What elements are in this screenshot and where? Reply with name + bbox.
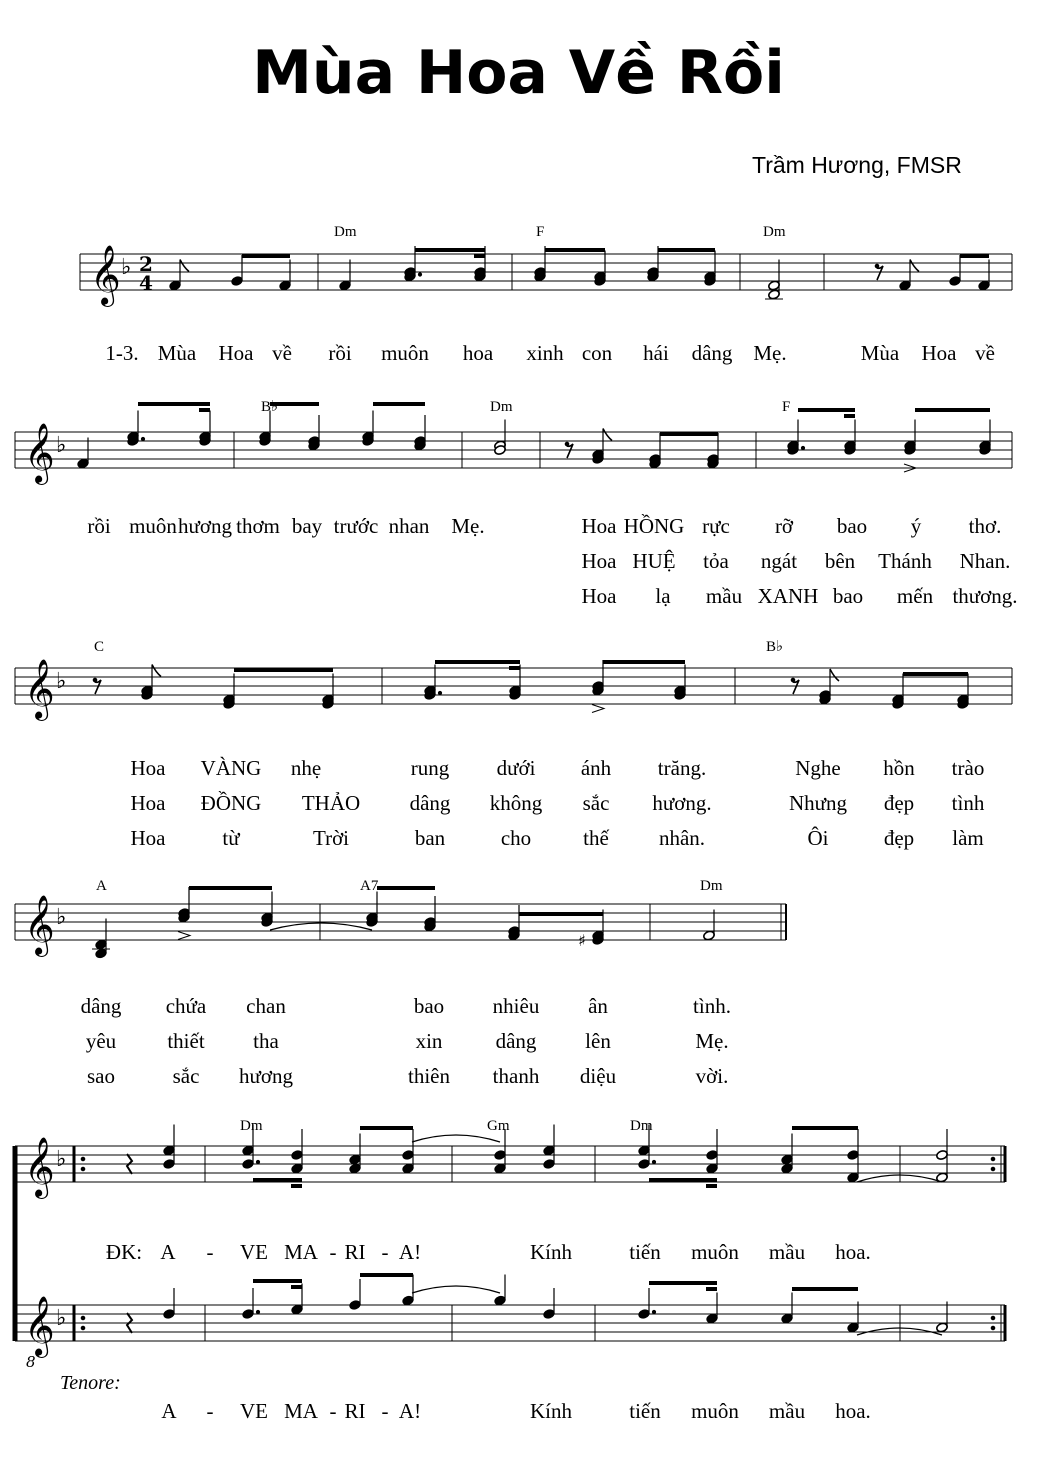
lyric-refrain: muôn	[691, 1240, 739, 1264]
chord-symbol: F	[782, 399, 791, 415]
key-flat: ♭	[121, 255, 132, 280]
lyric-tenor: RI	[344, 1399, 366, 1423]
dot	[652, 1160, 655, 1163]
lyric-verse-3: Trời	[312, 826, 350, 850]
repeat-dot	[991, 1316, 995, 1320]
song-title: Mùa Hoa Về Rồi	[252, 38, 785, 108]
lyric-tenor: Kính	[530, 1399, 572, 1423]
lyric-verse-1: bay	[291, 514, 323, 538]
key-flat: ♭	[56, 1147, 67, 1172]
lyric-tenor: mầu	[768, 1399, 806, 1423]
lyric-refrain: VE	[240, 1240, 268, 1264]
lyric-verse-3: thanh	[492, 1064, 540, 1088]
rest-dot	[565, 442, 569, 446]
lyric-tenor: muôn	[691, 1399, 739, 1423]
lyric-verse-1: ân	[588, 994, 608, 1018]
lyric-verse-2: không	[489, 791, 543, 815]
treble-clef: 𝄞	[24, 1296, 55, 1356]
repeat-dot	[81, 1167, 85, 1171]
lyric-verse-1: HỒNG	[623, 514, 685, 538]
lyric-verse-2: tình	[951, 791, 985, 815]
treble-clef: 𝄞	[24, 423, 55, 483]
lyric-verse-3: nhân.	[658, 826, 706, 850]
flag	[910, 260, 919, 272]
lyric-verse: 1-3.	[105, 341, 139, 365]
lyric-verse-2: đẹp	[883, 791, 915, 815]
lyric-verse-1: nhan	[388, 514, 430, 538]
lyric-verse: muôn	[381, 341, 429, 365]
key-flat: ♭	[56, 905, 67, 930]
lyric-verse-1: trăng.	[657, 756, 707, 780]
lyric-verse: Mùa	[860, 341, 900, 365]
chord-symbol: F	[536, 224, 545, 240]
lyric-tenor: A	[161, 1399, 177, 1423]
accent	[178, 932, 190, 940]
lyric-verse-3: ban	[414, 826, 446, 850]
lyric-verse-3: thương.	[952, 584, 1018, 608]
lyric-verse-1: nhẹ	[290, 756, 322, 780]
flag	[180, 260, 189, 272]
octave-clef-8: 8	[26, 1353, 36, 1371]
lyric-verse-2: yêu	[85, 1029, 117, 1053]
lyric-verse-3: XANH	[757, 584, 819, 608]
lyric-verse-2: Hoa	[581, 549, 617, 573]
treble-clef: 𝄞	[24, 895, 55, 955]
lyric-verse-2: xin	[415, 1029, 443, 1053]
lyric-verse-3: thiên	[408, 1064, 450, 1088]
accent	[592, 705, 604, 713]
lyric-verse-3: bao	[832, 584, 864, 608]
lyric-tenor: MA	[284, 1399, 318, 1423]
treble-clef: 𝄞	[90, 245, 121, 305]
lyric-refrain: A!	[398, 1240, 422, 1264]
dot	[256, 1160, 259, 1163]
lyric-verse-1: bao	[836, 514, 868, 538]
lyric-verse-1: Mẹ.	[451, 514, 485, 538]
lyric-verse: về	[975, 341, 995, 365]
tie	[412, 1286, 500, 1293]
lyric-tenor: tiến	[629, 1399, 661, 1423]
tenor-label: Tenore:	[60, 1372, 121, 1394]
treble-clef: 𝄞	[24, 1137, 55, 1197]
dot	[141, 437, 144, 440]
lyric-verse-2: tha	[253, 1029, 279, 1053]
lyric-refrain: Kính	[530, 1240, 572, 1264]
lyric-tenor: hoa.	[835, 1399, 871, 1423]
lyric-verse-2: bên	[824, 549, 856, 573]
lyric-verse-3: thế	[583, 826, 609, 850]
lyric-refrain: hoa.	[835, 1240, 871, 1264]
lyric-verse-3: sắc	[172, 1064, 200, 1088]
repeat-dot	[991, 1167, 995, 1171]
lyric-verse-1: thơm	[236, 514, 280, 538]
lyric-verse-1: Hoa	[581, 514, 617, 538]
treble-clef: 𝄞	[24, 659, 55, 719]
chord-symbol: B♭	[766, 639, 784, 655]
lyric-tenor: A!	[398, 1399, 422, 1423]
lyric-verse-1: tình.	[693, 994, 731, 1018]
lyric-verse-3: mầu	[705, 584, 743, 608]
repeat-dot	[81, 1316, 85, 1320]
tie	[412, 1135, 500, 1142]
lyric-verse-1: hồn	[883, 756, 915, 780]
dot	[652, 1310, 655, 1313]
lyric-refrain: MA	[284, 1240, 318, 1264]
chord-symbol: Dm	[763, 224, 786, 240]
flag	[830, 669, 839, 681]
lyric-verse-3: cho	[500, 826, 532, 850]
chord-symbol: Dm	[630, 1118, 653, 1134]
lyric-refrain: -	[329, 1240, 337, 1264]
lyric-verse-3: diệu	[579, 1064, 617, 1088]
lyric-verse-1: bao	[413, 994, 445, 1018]
lyric-verse-2: ĐỒNG	[200, 791, 262, 815]
lyric-verse: về	[272, 341, 292, 365]
lyric-verse-2: Mẹ.	[695, 1029, 729, 1053]
lyric-verse-1: rực	[702, 514, 730, 538]
lyric-verse-1: rung	[410, 756, 450, 780]
lyric-verse-2: dâng	[495, 1029, 537, 1053]
time-signature-top: 2	[139, 252, 153, 276]
lyric-verse: hái	[643, 341, 669, 365]
lyric-refrain: -	[206, 1240, 214, 1264]
lyric-verse-2: hương.	[652, 791, 712, 815]
sharp: ♯	[578, 931, 586, 950]
dot	[256, 1310, 259, 1313]
lyric-verse: con	[581, 341, 613, 365]
lyric-verse-3: lạ	[655, 584, 671, 608]
chord-symbol: A7	[360, 878, 379, 894]
lyric-verse-2: THẢO	[301, 791, 361, 815]
lyric-verse-2: lên	[585, 1029, 611, 1053]
repeat-dot	[991, 1326, 995, 1330]
lyric-verse-1: dâng	[80, 994, 122, 1018]
rest-dot	[93, 678, 97, 682]
lyric-verse-1: chứa	[165, 994, 207, 1018]
lyric-verse-1: trào	[951, 756, 985, 780]
lyric-verse-2: thiết	[167, 1029, 205, 1053]
lyric-verse-1: Nghe	[795, 756, 841, 780]
flag	[152, 665, 161, 677]
lyric-verse-1: chan	[246, 994, 286, 1018]
lyric-verse-3: từ	[222, 826, 240, 850]
lyric-verse-1: Hoa	[130, 756, 166, 780]
lyric-verse-2: Nhan.	[959, 549, 1011, 573]
composer: Trầm Hương, FMSR	[752, 152, 962, 178]
lyric-verse-1: rỡ	[774, 514, 794, 538]
chord-symbol: A	[96, 878, 107, 894]
lyric-verse-2: Nhưng	[788, 791, 848, 815]
lyric-refrain: RI	[344, 1240, 366, 1264]
lyric-verse-1: hương	[178, 514, 232, 538]
chord-symbol: Dm	[240, 1118, 263, 1134]
rest-dot	[875, 264, 879, 268]
rest-dot	[791, 678, 795, 682]
key-flat: ♭	[56, 433, 67, 458]
chord-symbol: Dm	[490, 399, 513, 415]
repeat-dot	[81, 1326, 85, 1330]
repeat-dot	[81, 1157, 85, 1161]
lyric-verse: rồi	[328, 341, 352, 365]
lyric-tenor: -	[381, 1399, 389, 1423]
chord-symbol: Dm	[700, 878, 723, 894]
lyric-verse-3: sao	[87, 1064, 115, 1088]
lyric-refrain: ĐK:	[105, 1240, 143, 1264]
lyric-tenor: -	[329, 1399, 337, 1423]
lyric-refrain: A	[160, 1240, 176, 1264]
lyric-tenor: -	[206, 1399, 214, 1423]
lyric-verse-3: vời.	[695, 1064, 729, 1088]
lyric-verse-3: Hoa	[130, 826, 166, 850]
lyric-verse: Hoa	[921, 341, 957, 365]
lyric-verse-2: sắc	[582, 791, 610, 815]
lyric-verse: Mẹ.	[753, 341, 787, 365]
lyric-verse-1: dưới	[496, 756, 536, 780]
lyric-refrain: -	[381, 1240, 389, 1264]
dot	[418, 273, 421, 276]
lyric-verse-3: đẹp	[883, 826, 915, 850]
lyric-verse-2: HUỆ	[632, 549, 676, 573]
key-flat: ♭	[56, 1306, 67, 1331]
dot	[438, 691, 441, 694]
lyric-verse-2: tỏa	[703, 549, 729, 573]
lyric-verse-3: mến	[896, 584, 934, 608]
lyric-verse-2: ngát	[760, 549, 798, 573]
lyric-verse-3: Hoa	[581, 584, 617, 608]
lyric-verse-2: dâng	[409, 791, 451, 815]
lyric-verse-1: ánh	[580, 756, 612, 780]
lyric-refrain: tiến	[629, 1240, 661, 1264]
lyric-verse-1: thơ.	[968, 514, 1002, 538]
lyric-refrain: mầu	[768, 1240, 806, 1264]
lyric-verse-1: ý	[910, 514, 922, 538]
lyric-verse-1: nhiêu	[492, 994, 540, 1018]
lyric-verse-1: VÀNG	[200, 756, 262, 780]
lyric-verse: xinh	[526, 341, 564, 365]
lyric-verse: hoa	[462, 341, 494, 365]
lyric-verse-2: Hoa	[130, 791, 166, 815]
chord-symbol: Gm	[487, 1118, 510, 1134]
lyric-verse-1: muôn	[129, 514, 177, 538]
repeat-dot	[991, 1157, 995, 1161]
lyric-verse-3: hương	[239, 1064, 293, 1088]
lyric-verse: Mùa	[157, 341, 197, 365]
time-signature-bottom: 4	[139, 271, 153, 295]
lyric-verse-3: Ôi	[807, 826, 829, 850]
lyric-verse-2: Thánh	[878, 549, 932, 573]
chord-symbol: C	[94, 639, 105, 655]
tie	[270, 923, 372, 930]
lyric-verse-3: làm	[952, 826, 984, 850]
lyric-verse: dâng	[691, 341, 733, 365]
lyric-tenor: VE	[240, 1399, 268, 1423]
lyric-verse-1: rồi	[87, 514, 111, 538]
dot	[801, 446, 804, 449]
chord-symbol: B♭	[261, 399, 279, 415]
lyric-verse: Hoa	[218, 341, 254, 365]
lyric-verse-1: trước	[333, 514, 379, 538]
chord-symbol: Dm	[334, 224, 357, 240]
flag	[603, 429, 612, 441]
key-flat: ♭	[56, 669, 67, 694]
